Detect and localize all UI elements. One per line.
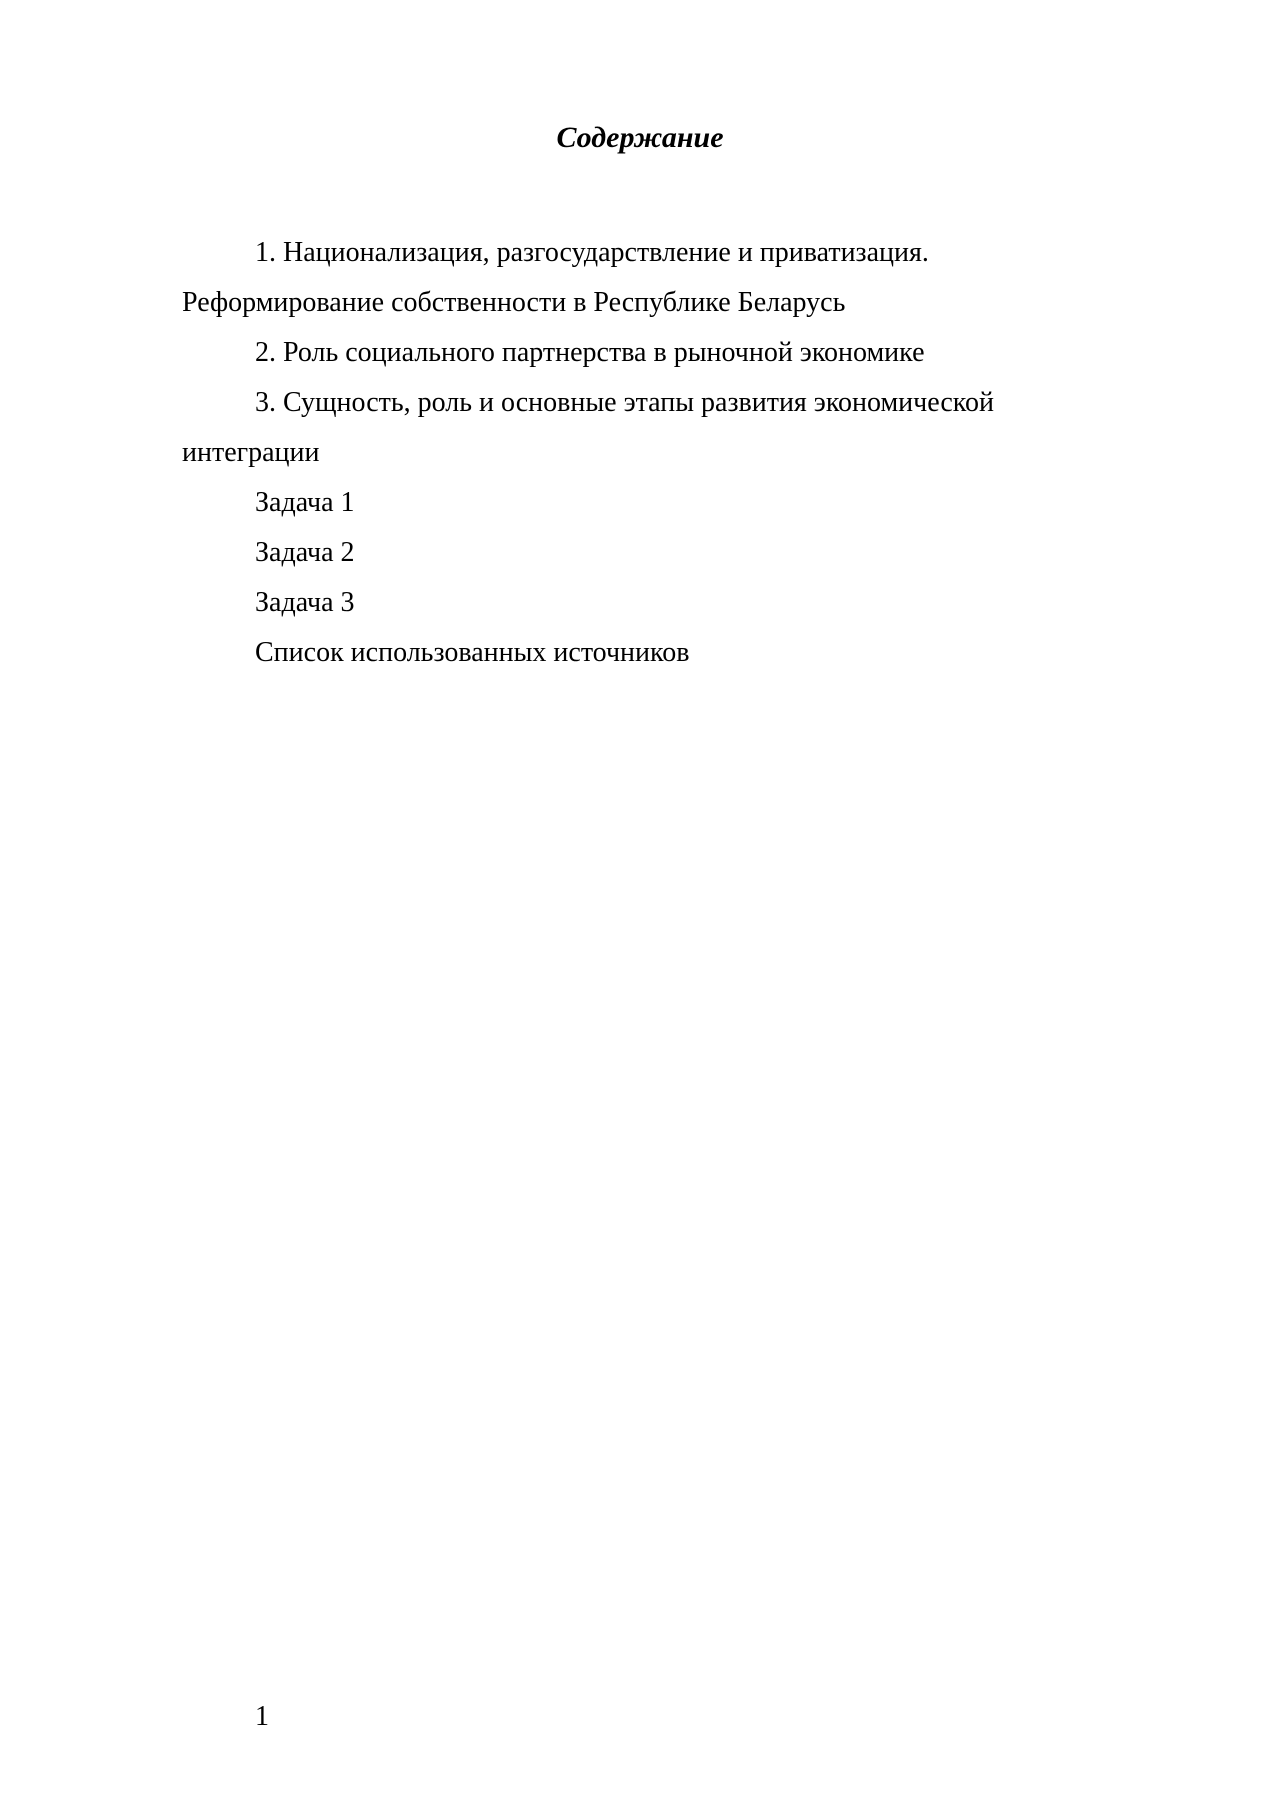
toc-item-task-2: Задача 2	[255, 537, 355, 568]
toc-item-3: 3. Сущность, роль и основные этапы развития экономической интеграции	[182, 387, 994, 468]
page-number: 1	[255, 1701, 269, 1732]
toc-item-task-3: Задача 3	[255, 587, 355, 618]
toc-item-task-1: Задача 1	[255, 487, 355, 518]
page-title: Содержание	[556, 121, 724, 154]
toc-item-1: 1. Национализация, разгосударствление и приватизация. Реформирование собственности в Республике Беларусь	[182, 237, 929, 318]
table-of-contents	[182, 228, 1082, 678]
toc-item-references: Список использованных источников	[255, 637, 690, 668]
toc-item-2: 2. Роль социального партнерства в рыночной экономике	[255, 337, 925, 368]
